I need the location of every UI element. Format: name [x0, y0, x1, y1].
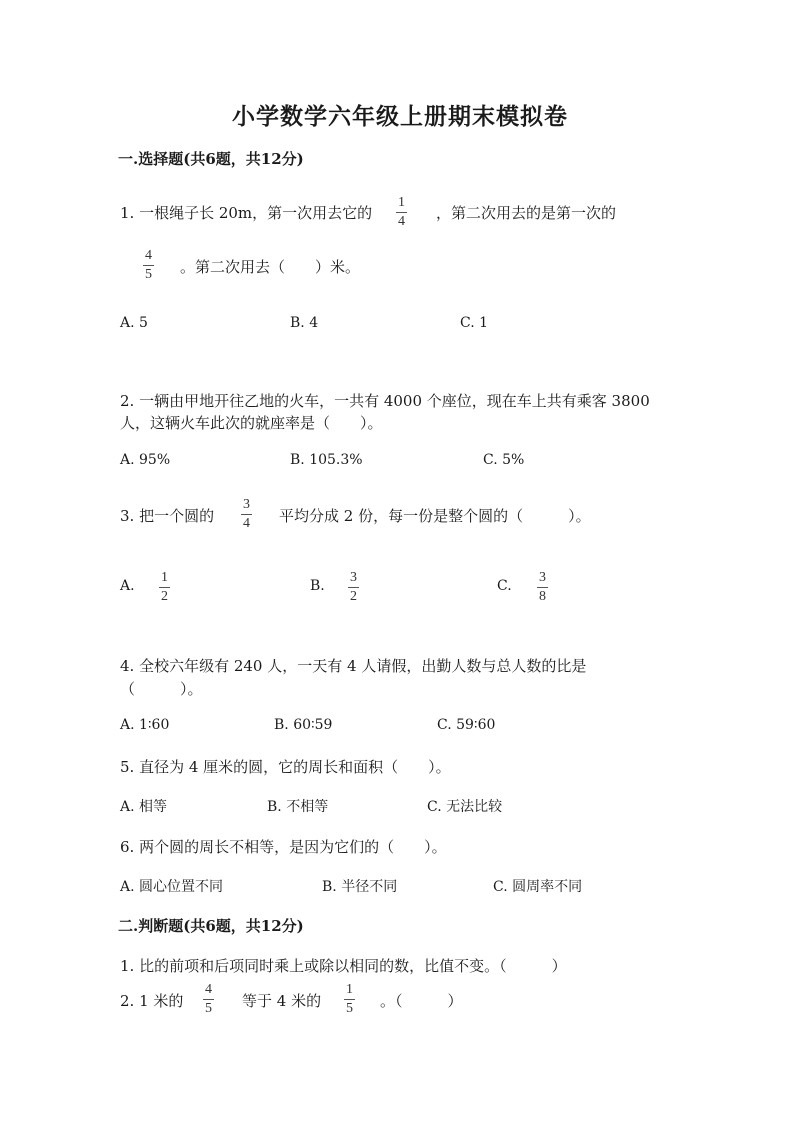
fraction-denominator: 2	[161, 589, 168, 604]
question-4-option-b[interactable]: B. 60∶59	[274, 717, 333, 733]
fraction-denominator: 8	[539, 589, 546, 604]
fraction-denominator: 2	[350, 589, 357, 604]
fraction-numerator: 1	[396, 196, 407, 213]
question-1-text-c: 。第二次用去（ ）米。	[180, 258, 361, 276]
fraction-numerator: 1	[159, 571, 170, 588]
judgement-2-text-b: 等于 4 米的	[242, 992, 322, 1010]
section-heading-choice: 一.选择题(共6题，共12分)	[118, 150, 304, 168]
question-1-text-b: ，第二次用去的是第一次的	[436, 204, 617, 222]
question-6-text: 6. 两个圆的周长不相等，是因为它们的（ ）。	[120, 838, 447, 856]
question-5-option-a[interactable]: A. 相等	[120, 799, 168, 815]
question-1-text-a: 1. 一根绳子长 20m，第一次用去它的	[120, 204, 373, 222]
question-1-fraction-a	[396, 196, 407, 229]
question-3-option-c-fraction[interactable]	[537, 571, 548, 604]
judgement-2-fraction-b	[344, 983, 355, 1016]
question-3-fraction	[241, 498, 252, 531]
section-heading-judgement: 二.判断题(共6题，共12分)	[118, 917, 304, 935]
judgement-2-text-c: 。（ ）	[380, 992, 463, 1010]
question-1-fraction-b	[143, 249, 154, 282]
question-3-text-b: 平均分成 2 份，每一份是整个圆的（ ）。	[279, 507, 591, 525]
fraction-numerator: 4	[143, 249, 154, 266]
question-4-line-1: 4. 全校六年级有 240 人，一天有 4 人请假，出勤人数与总人数的比是	[120, 657, 587, 675]
fraction-denominator: 5	[145, 267, 152, 282]
question-1-option-a[interactable]: A. 5	[120, 315, 148, 331]
judgement-2-text-a: 2. 1 米的	[120, 992, 184, 1010]
fraction-numerator: 1	[344, 983, 355, 1000]
question-5-text: 5. 直径为 4 厘米的圆，它的周长和面积（ ）。	[120, 758, 451, 776]
question-2-option-c[interactable]: C. 5%	[483, 452, 525, 468]
question-3-option-a-label[interactable]: A.	[120, 578, 135, 594]
fraction-numerator: 3	[537, 571, 548, 588]
question-4-option-c[interactable]: C. 59∶60	[437, 717, 496, 733]
question-5-option-c[interactable]: C. 无法比较	[427, 799, 503, 815]
question-3-option-b-label[interactable]: B.	[310, 578, 325, 594]
question-3-text-a: 3. 把一个圆的	[120, 507, 215, 525]
question-1-option-b[interactable]: B. 4	[290, 315, 319, 331]
question-4-line-2: （ ）。	[120, 680, 203, 698]
page-title: 小学数学六年级上册期末模拟卷	[232, 103, 568, 130]
question-5-option-b[interactable]: B. 不相等	[267, 799, 329, 815]
question-3-option-b-fraction[interactable]	[348, 571, 359, 604]
judgement-1-text: 1. 比的前项和后项同时乘上或除以相同的数，比值不变。（ ）	[120, 957, 567, 975]
question-4-option-a[interactable]: A. 1∶60	[120, 717, 170, 733]
fraction-numerator: 3	[348, 571, 359, 588]
question-3-option-c-label[interactable]: C.	[497, 578, 512, 594]
question-2-line-1: 2. 一辆由甲地开往乙地的火车，一共有 4000 个座位，现在车上共有乘客 3800	[120, 392, 650, 410]
question-1-option-c[interactable]: C. 1	[460, 315, 489, 331]
fraction-numerator: 3	[241, 498, 252, 515]
fraction-denominator: 5	[346, 1001, 353, 1016]
judgement-2-fraction-a	[203, 983, 214, 1016]
fraction-denominator: 4	[243, 516, 250, 531]
fraction-denominator: 5	[205, 1001, 212, 1016]
question-2-line-2: 人，这辆火车此次的就座率是（ ）。	[120, 414, 383, 432]
question-2-option-b[interactable]: B. 105.3%	[290, 452, 363, 468]
question-6-option-b[interactable]: B. 半径不同	[322, 879, 398, 895]
question-6-option-c[interactable]: C. 圆周率不同	[493, 879, 583, 895]
question-2-option-a[interactable]: A. 95%	[120, 452, 171, 468]
question-3-option-a-fraction[interactable]	[159, 571, 170, 604]
fraction-denominator: 4	[398, 214, 405, 229]
fraction-numerator: 4	[203, 983, 214, 1000]
question-6-option-a[interactable]: A. 圆心位置不同	[120, 879, 224, 895]
